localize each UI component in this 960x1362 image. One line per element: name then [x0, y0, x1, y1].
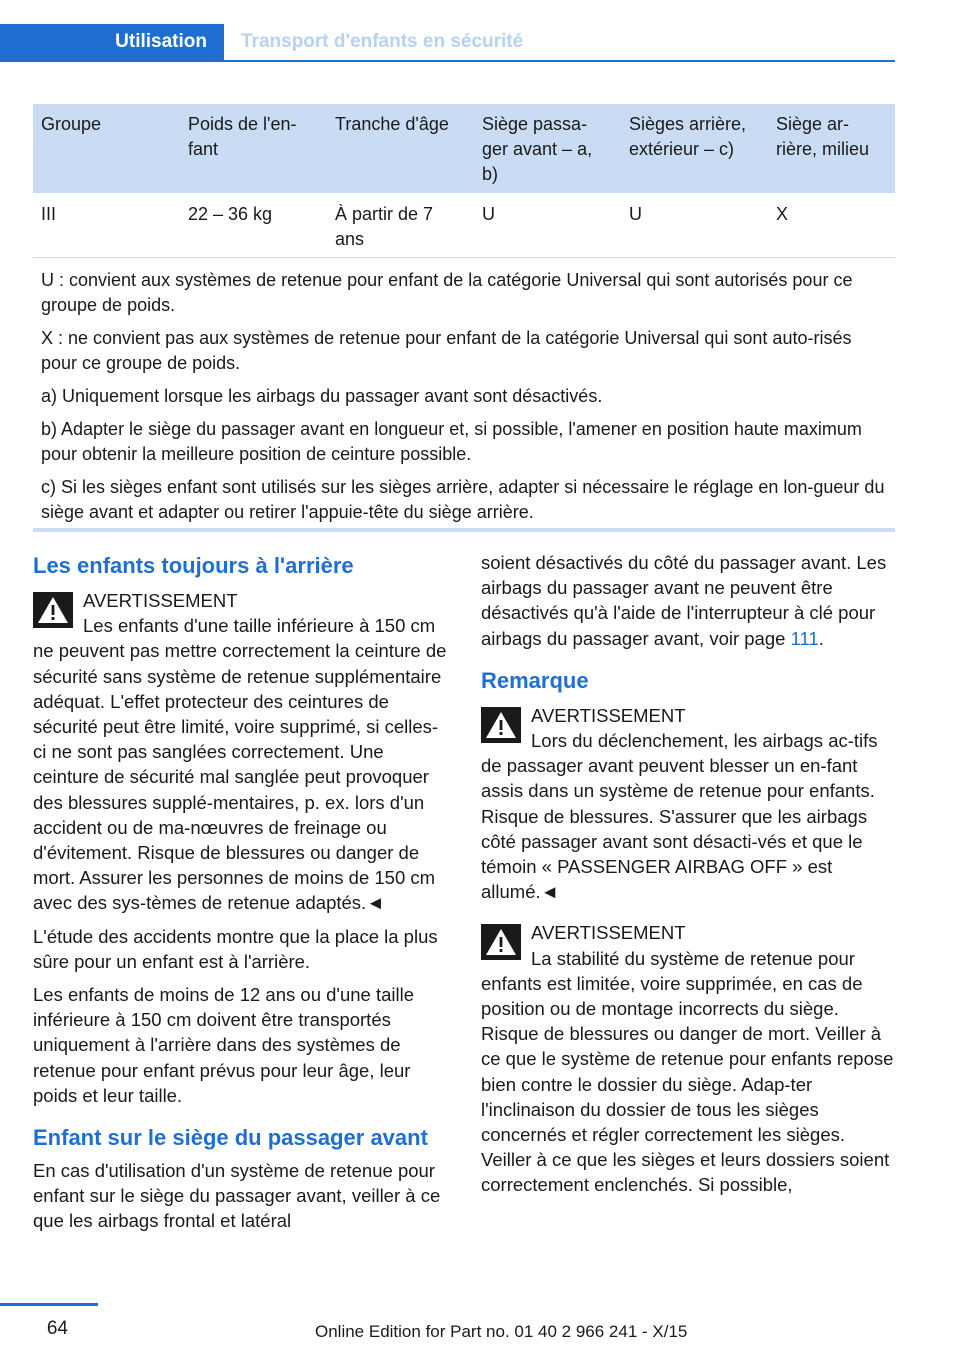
page-header — [0, 24, 895, 62]
paragraph-text: soient désactivés du côté du passager avant. Les airbags du passager avant ne peuvent être désactivés qu'à l'aide de l'interrupteur à clé pour airbags du passager avant, voir — [481, 552, 887, 649]
period: . — [818, 627, 824, 649]
warning-block — [33, 586, 449, 916]
right-column — [481, 550, 895, 1206]
child-seat-table — [33, 104, 895, 533]
page-word: page — [744, 627, 786, 649]
table-cell: III — [41, 204, 57, 224]
table-header-row — [33, 104, 895, 193]
warning-block — [481, 701, 895, 905]
warning-title: AVERTISSEMENT — [531, 922, 686, 944]
table-note: X : ne convient pas aux systèmes de retenue pour enfant de la catégorie Universal qui sont auto-risés pour ce groupe de poids. — [41, 328, 852, 373]
section-heading: Enfant sur le siège du passager avant — [33, 1125, 428, 1151]
footer-rule — [0, 1303, 98, 1306]
warning-block — [481, 918, 895, 1197]
table-note: b) Adapter le siège du passager avant en longueur et, si possible, l'amener en position haute maximum pour obtenir la meilleure position de ceinture possible. — [41, 419, 862, 464]
table-note: U : convient aux systèmes de retenue pour enfant de la catégorie Universal qui sont autorisés pour ce groupe de poids. — [41, 270, 853, 315]
warning-title: AVERTISSEMENT — [83, 590, 238, 611]
warning-text: Lors du déclenchement, les airbags ac-tifs de passager avant peuvent blesser un en-fant assis dans un système de retenue pour enfants. Risque de blessures. S'assurer que les airbags côté passager avant sont désacti-vés et que le témoin « PASSENGER AIRBAG OFF » est allumé.◄ — [481, 730, 878, 903]
table-header-cell: Poids de l'en-fant — [188, 114, 297, 159]
table-cell: U — [629, 204, 642, 224]
table-bottom-rule — [33, 528, 895, 532]
warning-text: La stabilité du système de retenue pour enfants est limitée, voire supprimée, en cas de position ou de montage incorrects du siège. Risque de blessures ou danger de mort. Veiller à ce que le système de retenue pour enfants repose bien contre le dossier du siège. Adap-ter l'inclinaison du dossier de tous les sièges concernés et régler correctement les sièges. Veiller à ce que les sièges et leurs dossiers soient correctement enclenchés. Si possible, — [481, 947, 894, 1196]
edition-label: Online Edition for Part no. 01 40 2 966 241 - X/15 — [315, 1322, 688, 1341]
warning-text: Les enfants d'une taille inférieure à 150 cm ne peuvent pas mettre correctement la ceinture de sécurité sans système de retenue supplémentaire adéquat. L'effet protecteur des ceintures de sécurité peut être limité, voire supprimé, si celles-ci ne sont pas sanglées correctement. Une ceinture de sécurité mal sanglée peut provoquer des blessures supplé-mentaires, p. ex. lors d'un accident ou de ma-nœuvres de freinage ou d'évitement. Risque de blessures ou danger de mort. Assurer les personnes de moins de 150 cm avec des sys-tèmes de retenue adaptés.◄ — [33, 615, 447, 914]
left-column — [33, 550, 449, 1242]
section-heading: Remarque — [481, 667, 589, 693]
warning-triangle-icon — [33, 592, 73, 628]
table-cell: 22 – 36 kg — [188, 204, 273, 224]
paragraph: Les enfants de moins de 12 ans ou d'une taille inférieure à 150 cm doivent être transportés uniquement à l'arrière dans des systèmes de retenue pour enfant prévus pour leur âge, leur poids et leur taille. — [33, 984, 414, 1106]
table-cell: À partir de 7 ans — [335, 204, 434, 249]
section-heading: Les enfants toujours à l'arrière — [33, 553, 354, 578]
page-link[interactable]: 111 — [790, 627, 819, 649]
table-cell: U — [482, 204, 495, 224]
page-number: 64 — [46, 1318, 68, 1339]
tab-utilisation[interactable]: Utilisation — [0, 24, 224, 60]
table-header-cell: Sièges arrière, extérieur – c) — [629, 114, 747, 159]
warning-triangle-icon — [481, 924, 521, 960]
table-cell: X — [776, 204, 789, 224]
table-note: a) Uniquement lorsque les airbags du passager avant sont désactivés. — [41, 386, 603, 406]
paragraph — [481, 550, 895, 651]
header-rule — [0, 60, 895, 62]
table-header-cell: Tranche d'âge — [335, 114, 449, 134]
table-note: c) Si les sièges enfant sont utilisés sur les sièges arrière, adapter si nécessaire le réglage en lon-gueur du siège avant et adapter ou retirer l'appuie-tête du siège arrière. — [41, 477, 885, 522]
table-header-cell: Siège ar-rière, milieu — [776, 114, 870, 159]
table-header-cell: Groupe — [41, 114, 102, 134]
paragraph: L'étude des accidents montre que la place la plus sûre pour un enfant est à l'arrière. — [33, 925, 438, 972]
warning-triangle-icon — [481, 707, 521, 743]
table-row — [33, 193, 895, 258]
table-header-cell: Siège passa-ger avant – a, b) — [482, 114, 593, 184]
table-notes — [33, 258, 895, 525]
section-title[interactable]: Transport d'enfants en sécurité — [241, 31, 524, 52]
paragraph: En cas d'utilisation d'un système de retenue pour enfant sur le siège du passager avant, veiller à ce que les airbags frontal et latéral — [33, 1160, 441, 1232]
warning-title: AVERTISSEMENT — [531, 704, 686, 726]
